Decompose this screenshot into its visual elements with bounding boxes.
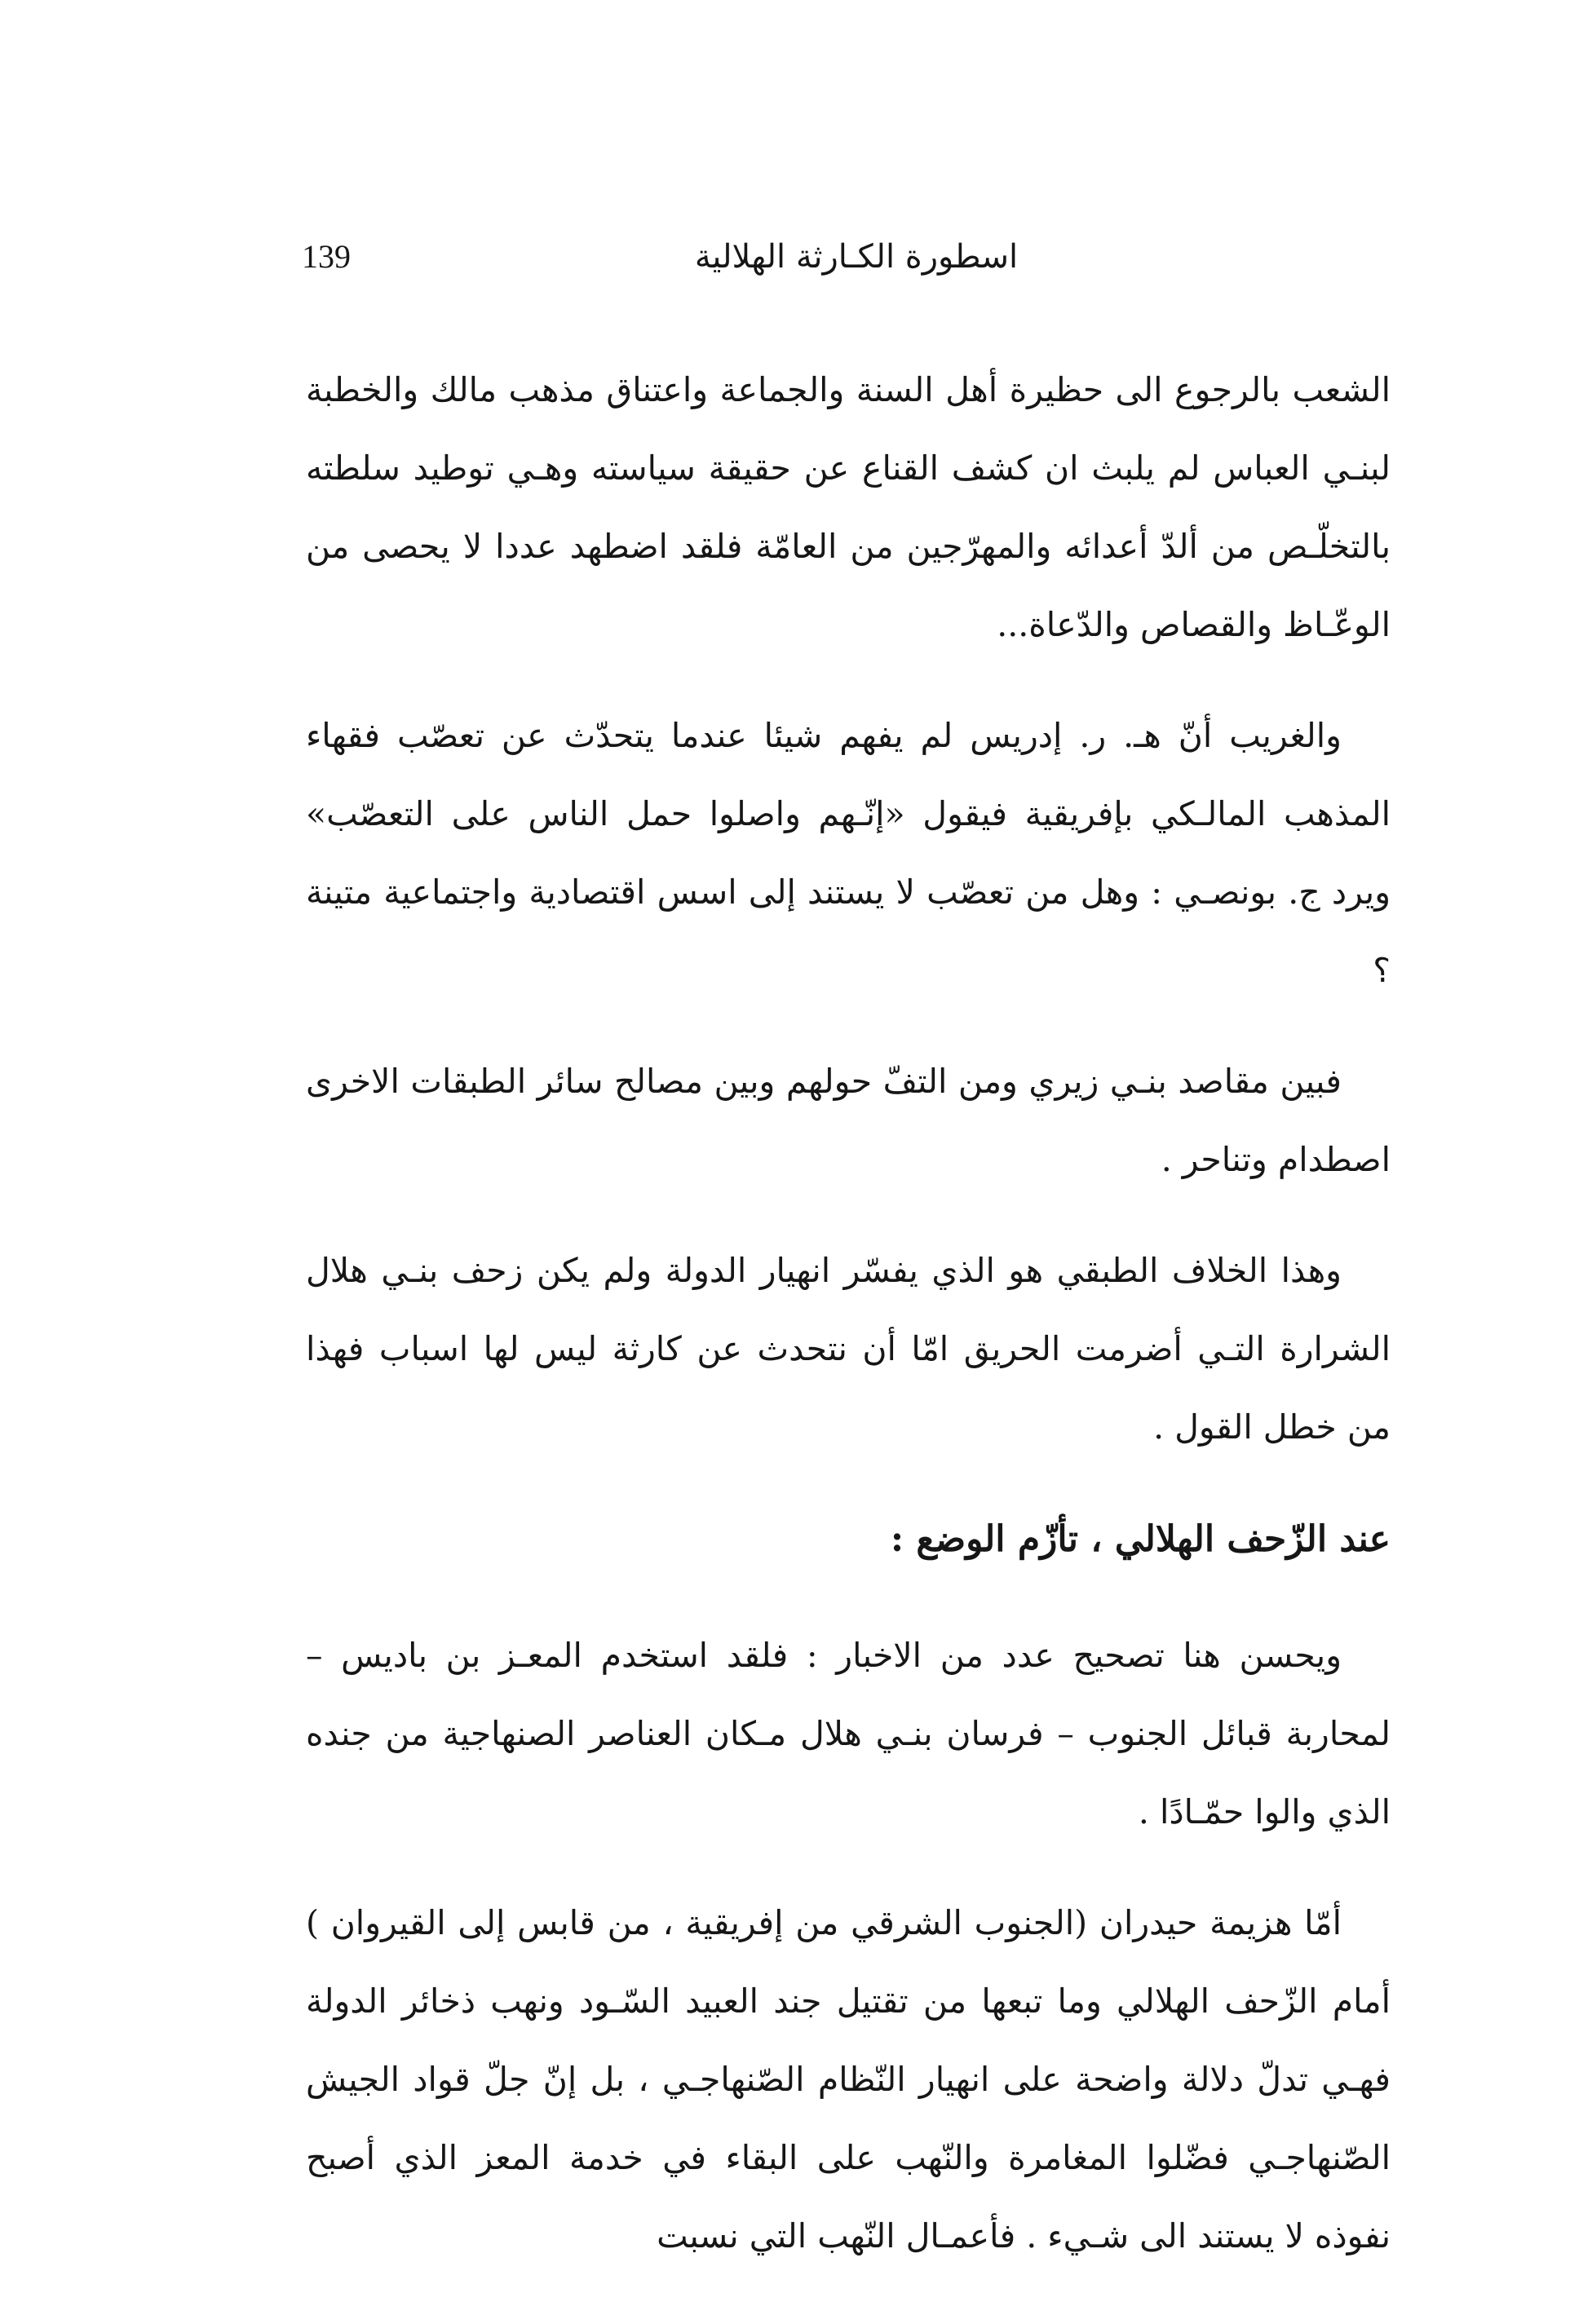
paragraph-3: فبين مقاصد بنـي زيري ومن التفّ حولهم وبين مصالح سائر الطبقات الاخرى اصطدام وتناحر . [306,1062,1391,1179]
paragraph-2: والغريب أنّ هـ. ر. إدريس لم يفهم شيئا عندما يتحدّث عن تعصّب فقهاء المذهب المالـكي بإفريقية فيقول «إنّـهم واصلوا حمل الناس على التعصّب» ويرد ج. بونصـي : وهل من تعصّب لا يستند إلى اسس اقتصادية واجتماعية متينة ؟ [306,716,1391,990]
running-title: اسطورة الكـارثة الهلالية [694,238,1019,276]
paragraph-4: وهذا الخلاف الطبقي هو الذي يفسّر انهيار الدولة ولم يكن زحف بنـي هلال الشرارة التـي أضرمت الحريق امّا أن نتحدث عن كارثة ليس لها اسباب فهذا من خطل القول . [306,1251,1391,1447]
paragraph-1: الشعب بالرجوع الى حظيرة أهل السنة والجماعة واعتناق مذهب مالك والخطبة لبنـي العباس لم يلبث ان كشف القناع عن حقيقة سياسته وهـي توطيد سلطته بالتخلّـص من ألدّ أعدائه والمهرّجين من العامّة فلقد اضطهد عددا لا يحصى من الوعّـاظ والقصاص والدّعاة... [306,370,1391,644]
section-heading: عند الزّحف الهلالي ، تأزّم الوضع : [890,1518,1391,1560]
running-header [302,228,1395,285]
body-text [306,351,1391,2308]
page-number: 139 [302,238,351,275]
paragraph-5: ويحسن هنا تصحيح عدد من الاخبار : فلقد استخدم المعـز بن باديس – لمحاربة قبائل الجنوب – فرسان بنـي هلال مـكان العناصر الصنهاجية من جنده الذي والوا حمّـادًا . [306,1636,1391,1831]
paragraph-6: أمّا هزيمة حيدران (الجنوب الشرقي من إفريقية ، من قابس إلى القيروان ) أمام الزّحف الهلالي وما تبعها من تقتيل جند العبيد السّـود ونهب ذخائر الدولة فهـي تدلّ دلالة واضحة على انهيار النّظام الصّنهاجـي ، بل إنّ جلّ قواد الجيش الصّنهاجـي فضّلوا المغامرة والنّهب على البقاء في خدمة المعز الذي أصبح نفوذه لا يستند الى شـيء . فأعمـال النّهب التي نسبت [306,1903,1391,2256]
